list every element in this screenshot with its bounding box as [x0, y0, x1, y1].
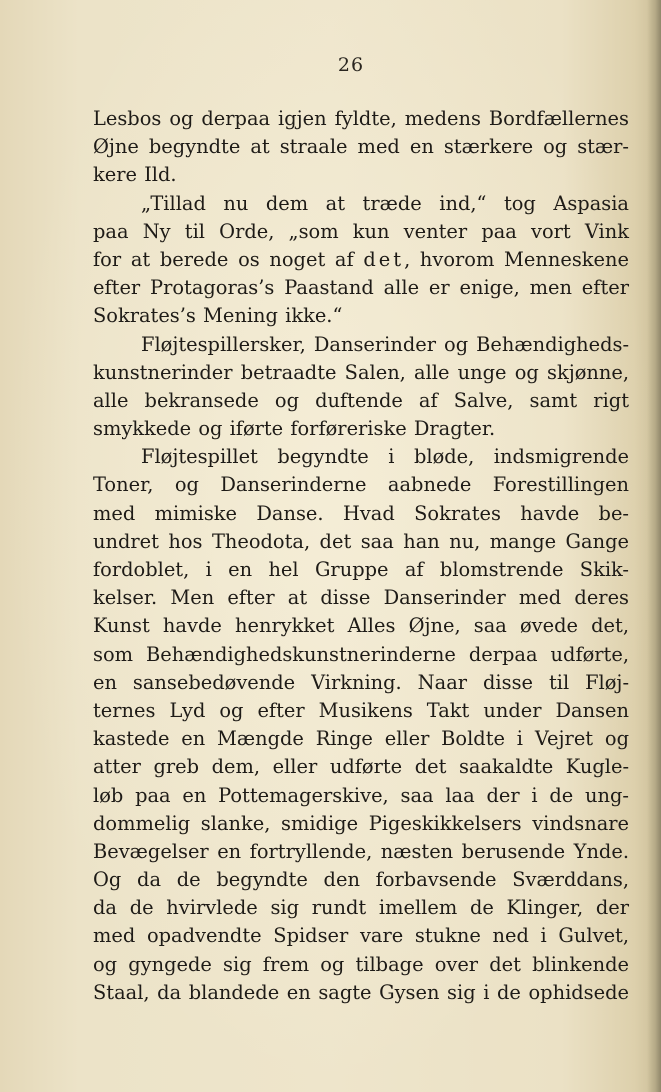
- text-line: en sansebedøvende Virkning. Naar disse til Fløj-: [93, 670, 629, 694]
- text-line: alle bekransede og duftende af Salve, samt rigt: [93, 388, 629, 412]
- body-text: [93, 105, 629, 1007]
- text-line: atter greb dem, eller udførte det saakaldte Kugle-: [93, 755, 629, 779]
- text-line: Kunst havde henrykket Alles Øjne, saa øvede det,: [93, 614, 629, 638]
- text-fragment: for at berede os noget af: [93, 247, 354, 271]
- text-line: som Behændighedskunstnerinderne derpaa udførte,: [93, 642, 629, 666]
- text-line: med opadvendte Spidser vare stukne ned i Gulvet,: [93, 924, 629, 948]
- emphasized-word: det: [363, 247, 405, 271]
- text-line: „Tillad nu dem at træde ind,“ tog Aspasia: [141, 191, 629, 215]
- text-line: kere Ild.: [93, 163, 177, 187]
- page-edge-shadow: [647, 0, 661, 1092]
- text-line: Og da de begyndte den forbavsende Sværddans,: [93, 868, 629, 892]
- text-line: paa Ny til Orde, „som kun venter paa vort Vink: [93, 219, 629, 243]
- text-line: undret hos Theodota, det saa han nu, mange Gange: [93, 529, 629, 553]
- text-line: Sokrates’s Mening ikke.“: [93, 304, 343, 328]
- text-line: [93, 246, 629, 274]
- text-line: efter Protagoras’s Paastand alle er enige, men efter: [93, 276, 629, 300]
- text-fragment: , hvorom Menneskene: [404, 247, 629, 271]
- text-line: Fløjtespillersker, Danserinder og Behændigheds-: [141, 332, 629, 356]
- text-line: smykkede og iførte forføreriske Dragter.: [93, 417, 496, 441]
- text-line: dommelig slanke, smidige Pigeskikkelsers vindsnare: [93, 811, 629, 835]
- text-line: Øjne begyndte at straale med en stærkere og stær-: [93, 135, 629, 159]
- text-line: kastede en Mængde Ringe eller Boldte i Vejret og: [93, 727, 629, 751]
- text-line: og gyngede sig frem og tilbage over det blinkende: [93, 952, 629, 976]
- text-line: da de hvirvlede sig rundt imellem de Klinger, der: [93, 896, 629, 920]
- text-line: fordoblet, i en hel Gruppe af blomstrende Skik-: [93, 558, 629, 581]
- text-line: løb paa en Pottemagerskive, saa laa der i de ung-: [93, 783, 629, 807]
- text-line: Fløjtespillet begyndte i bløde, indsmigrende: [141, 445, 629, 469]
- text-line: kelser. Men efter at disse Danserinder med deres: [93, 586, 629, 610]
- text-line: ternes Lyd og efter Musikens Takt under Dansen: [93, 698, 629, 722]
- text-line: Toner, og Danserinderne aabnede Forestillingen: [93, 473, 629, 497]
- text-line: Bevægelser en fortryllende, næsten berusende Ynde.: [93, 839, 629, 863]
- text-line: kunstnerinder betraadte Salen, alle unge og skjønne,: [93, 360, 629, 384]
- text-line: Staal, da blandede en sagte Gysen sig i de ophidsede: [93, 980, 629, 1004]
- text-line: med mimiske Danse. Hvad Sokrates havde be-: [93, 501, 629, 525]
- text-line: Lesbos og derpaa igjen fyldte, medens Bordfællernes: [93, 107, 629, 130]
- page-number: 26: [337, 54, 365, 76]
